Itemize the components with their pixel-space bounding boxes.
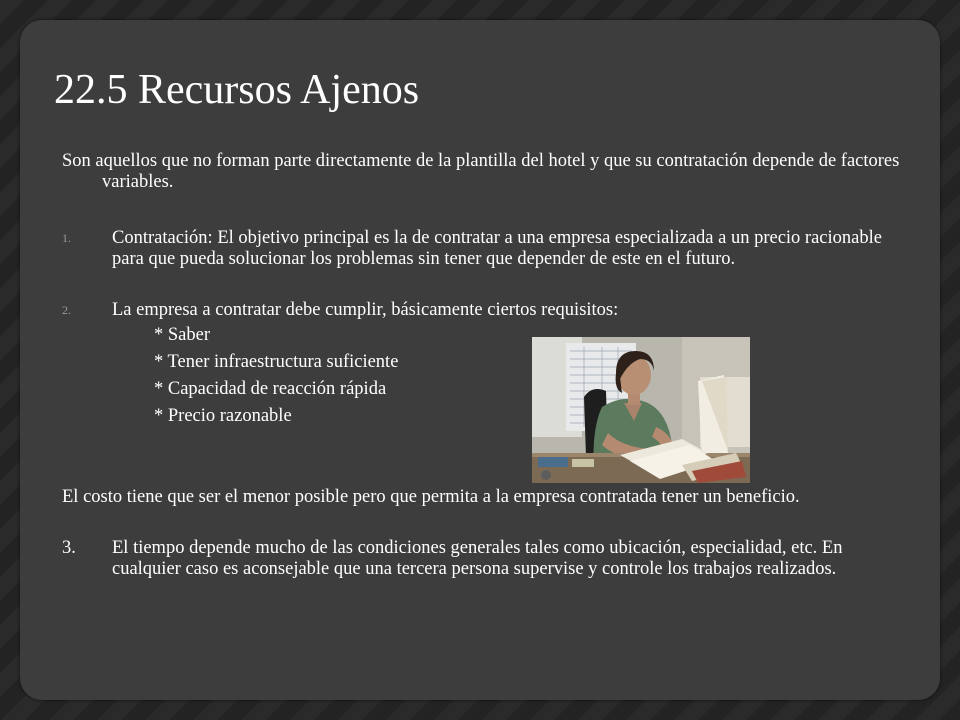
slide-title: 22.5 Recursos Ajenos [54, 67, 420, 113]
cost-paragraph: El costo tiene que ser el menor posible pero que permita a la empresa contratada tener un beneficio. [62, 487, 800, 507]
list-number: 2. [62, 303, 71, 317]
list-number: 1. [62, 231, 71, 245]
requirement-item: * Saber [154, 325, 210, 345]
requirement-item: * Precio razonable [154, 406, 292, 426]
requirement-item: * Tener infraestructura suficiente [154, 352, 399, 372]
list-item [62, 228, 900, 270]
list-text: El tiempo depende mucho de las condiciones generales tales como ubicación, especialidad, etc. En cualquier caso es aconsejable que una tercera persona supervise y controle los trabajos realizados. [112, 538, 843, 579]
list-item [62, 300, 900, 321]
list-number: 3. [62, 538, 76, 558]
requirement-item: * Capacidad de reacción rápida [154, 379, 387, 399]
office-worker-photo [532, 337, 750, 483]
list-text: Contratación: El objetivo principal es la de contratar a una empresa especializada a un precio racionable para que pueda solucionar los problemas sin tener que depender de este en el futuro. [112, 228, 882, 269]
list-item [62, 538, 900, 580]
intro-paragraph: Son aquellos que no forman parte directamente de la plantilla del hotel y que su contratación depende de factores variables. [62, 151, 900, 192]
list-text: La empresa a contratar debe cumplir, básicamente ciertos requisitos: [112, 300, 619, 320]
